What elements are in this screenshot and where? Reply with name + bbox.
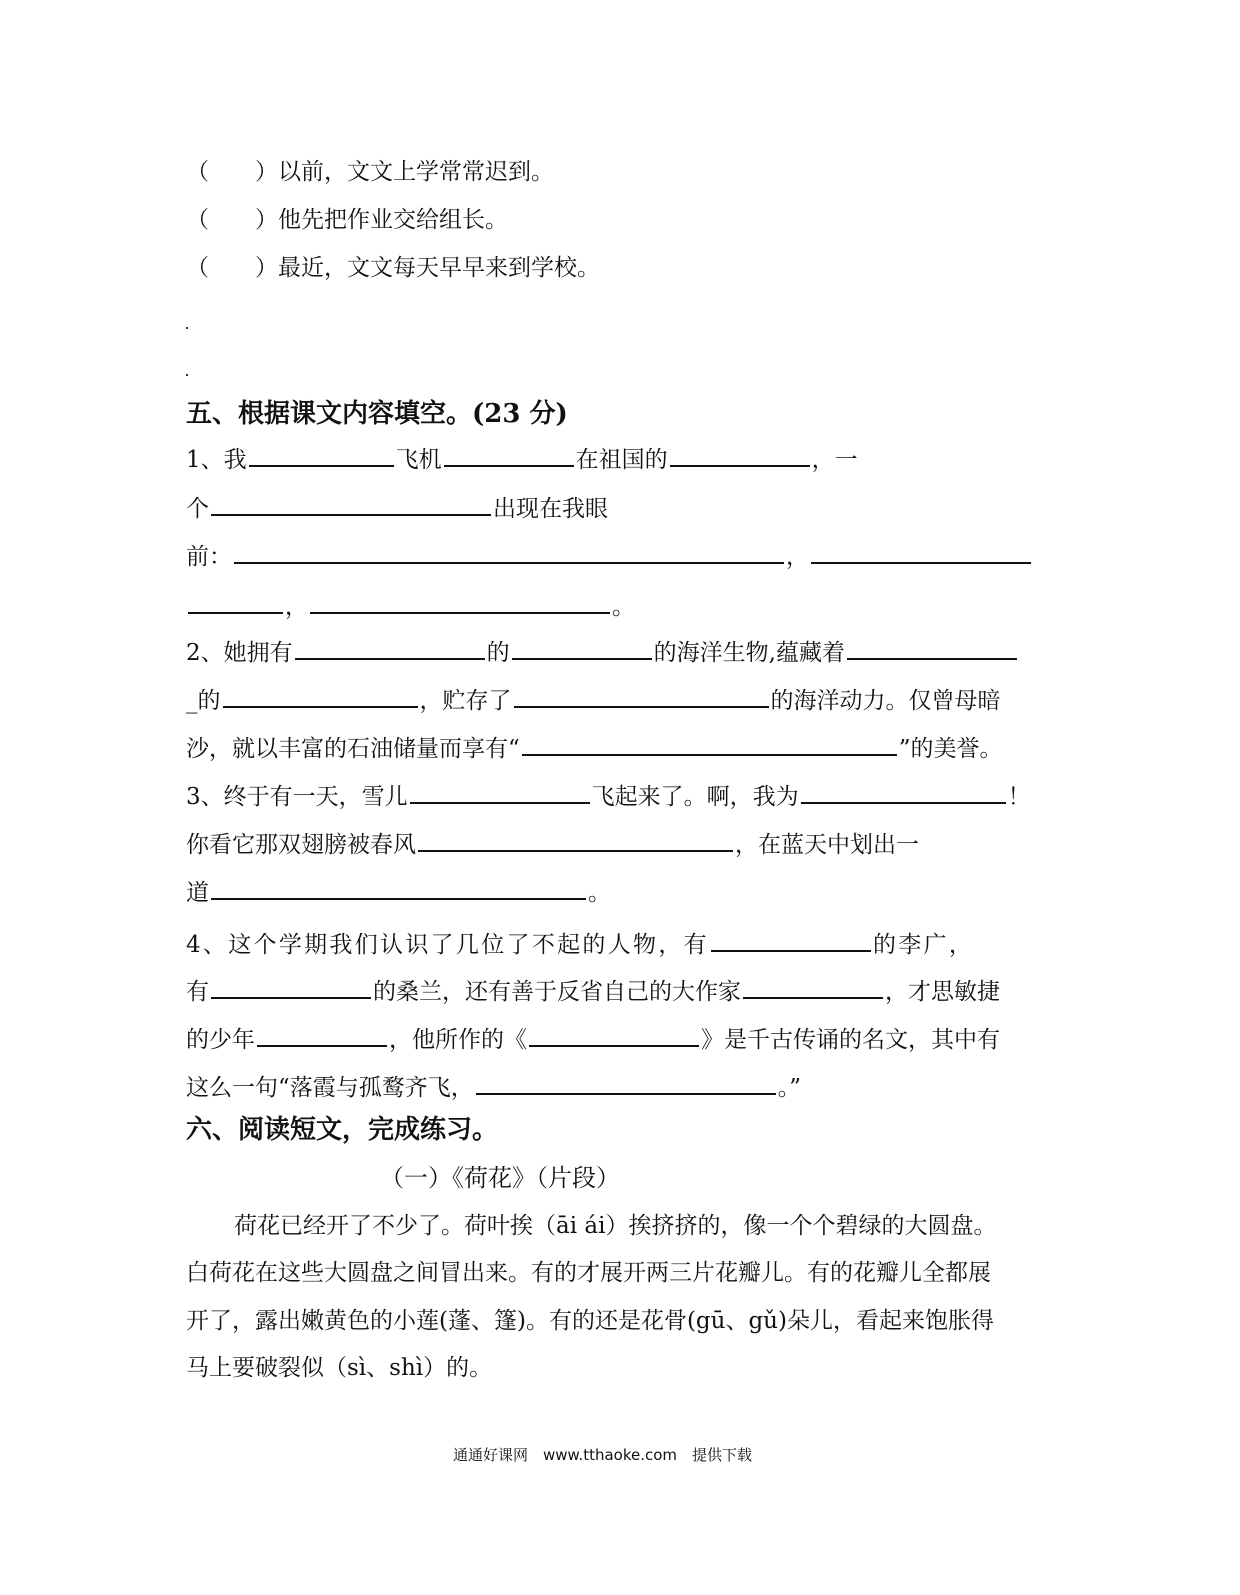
q3-line3: 道 。 [186, 874, 611, 909]
reading-paragraph-line: 开了，露出嫩黄色的小莲(蓬、篷)。有的还是花骨(gū、gǔ)朵儿，看起来饱胀得 [186, 1308, 994, 1334]
ordering-item-1: （ ）以前，文文上学常常迟到。 [186, 159, 554, 185]
reading-subtitle: （一）《荷花》（片段） [380, 1164, 620, 1192]
q2-line2: _的 ，贮存了 的海洋动力。仅曾母暗 [186, 682, 1001, 717]
fill-blank[interactable] [295, 634, 485, 660]
q2-line1: 2、她拥有 的 的海洋生物,蕴藏着 [186, 634, 1019, 669]
ordering-item-2: （ ）他先把作业交给组长。 [186, 207, 508, 233]
fill-blank[interactable] [211, 874, 586, 900]
fill-blank[interactable] [529, 1021, 699, 1047]
fill-blank[interactable] [476, 1069, 776, 1095]
section5-heading: 五、根据课文内容填空。(23 分) [186, 399, 568, 429]
fill-blank[interactable] [811, 538, 1031, 564]
fill-blank[interactable] [711, 926, 871, 952]
q1-line1: 1、我 飞机 在祖国的 ，一 [186, 441, 858, 476]
q3-line2: 你看它那双翅膀被春风 ，在蓝天中划出一 [186, 826, 919, 861]
q4-line3: 的少年 ，他所作的《 》是千古传诵的名文，其中有 [186, 1021, 1000, 1056]
scan-dot [186, 374, 188, 376]
fill-blank[interactable] [522, 730, 897, 756]
q2-line3: 沙，就以丰富的石油储量而享有“ ”的美誉。 [186, 730, 1003, 765]
fill-blank[interactable] [211, 490, 491, 516]
fill-blank[interactable] [514, 682, 769, 708]
q1-line4: ， 。 [186, 588, 635, 623]
ordering-item-3: （ ）最近，文文每天早早来到学校。 [186, 255, 600, 281]
fill-blank[interactable] [743, 973, 883, 999]
fill-blank[interactable] [234, 538, 784, 564]
q4-line4: 这么一句“落霞与孤鹜齐飞， 。” [186, 1069, 801, 1104]
q4-line2: 有 的桑兰，还有善于反省自己的大作家 ，才思敏捷 [186, 973, 1000, 1008]
fill-blank[interactable] [512, 634, 652, 660]
fill-blank[interactable] [847, 634, 1017, 660]
reading-paragraph-line: 荷花已经开了不少了。荷叶挨（āi ái）挨挤挤的，像一个个碧绿的大圆盘。 [234, 1213, 997, 1239]
fill-blank[interactable] [188, 588, 283, 614]
fill-blank[interactable] [223, 682, 418, 708]
fill-blank[interactable] [444, 441, 574, 467]
reading-paragraph-line: 白荷花在这些大圆盘之间冒出来。有的才展开两三片花瓣儿。有的花瓣儿全都展 [186, 1260, 991, 1286]
q4-line1: 4、这个学期我们认识了几位了不起的人物，有 的李广， [186, 926, 974, 961]
reading-paragraph-line: 马上要破裂似（sì、shì）的。 [186, 1355, 493, 1381]
q1-line2: 个 出现在我眼 [186, 490, 608, 525]
fill-blank[interactable] [249, 441, 394, 467]
fill-blank[interactable] [801, 778, 1006, 804]
q3-line1: 3、终于有一天，雪儿 飞起来了。啊，我为 ！ [186, 778, 1031, 813]
fill-blank[interactable] [670, 441, 810, 467]
fill-blank[interactable] [211, 973, 371, 999]
fill-blank[interactable] [310, 588, 610, 614]
fill-blank[interactable] [410, 778, 590, 804]
fill-blank[interactable] [257, 1021, 387, 1047]
page-footer: 通通好课网 www.tthaoke.com 提供下载 [453, 1446, 753, 1464]
scan-dot [186, 327, 188, 329]
q1-line3: 前： ， [186, 538, 1033, 573]
section6-heading: 六、阅读短文，完成练习。 [186, 1115, 499, 1145]
fill-blank[interactable] [418, 826, 733, 852]
